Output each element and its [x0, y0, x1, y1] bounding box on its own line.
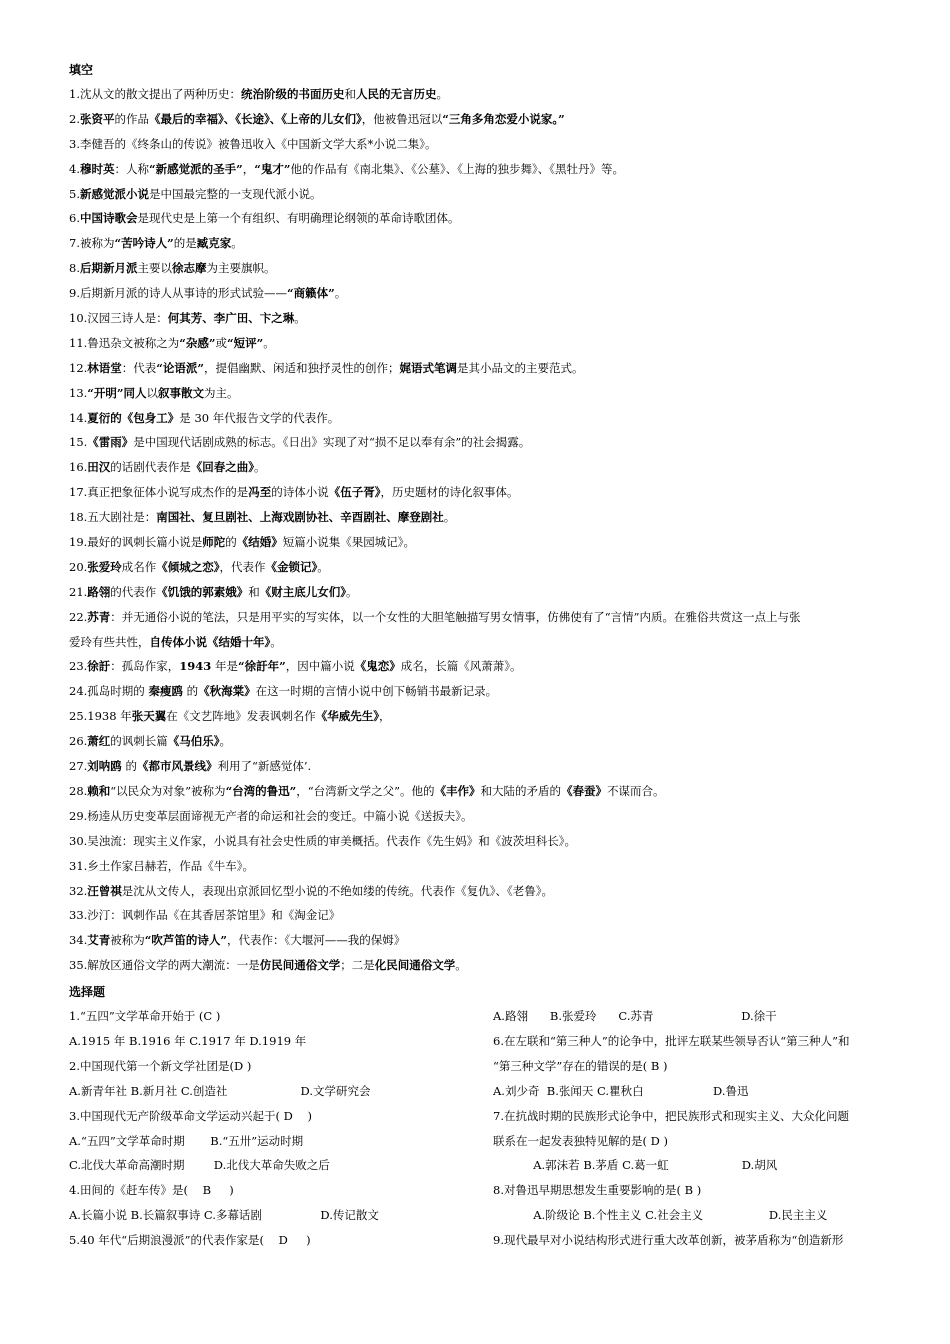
answer-text: 《都市风景线》 — [136, 759, 218, 774]
question-text: 23. — [69, 659, 88, 674]
fill-question-line — [69, 206, 899, 231]
question-text: 33.沙汀：讽刺作品《在其香居茶馆里》和《淘金记》 — [69, 908, 341, 923]
question-text: ，“台湾新文学之父”。他的 — [296, 783, 435, 798]
question-text: 的是 — [173, 236, 197, 251]
choice-question-line: 5.40 年代“后期浪漫派”的代表作家是( D ) — [69, 1233, 311, 1248]
fill-question-line — [69, 306, 899, 331]
fill-question-line — [69, 605, 899, 630]
answer-text: 自传体小说《结婚十年》 — [149, 634, 271, 649]
answer-text: 南国社、复旦剧社、上海戏剧协社、辛酉剧社、摩登剧社 — [156, 510, 444, 525]
question-text: 18.五大剧社是： — [69, 510, 157, 525]
document-page — [69, 58, 899, 1254]
question-text: 他的作品有《南北集》、《公墓》、《上海的独步舞》、《黑牡丹》等。 — [290, 161, 624, 176]
answer-text: 艾青 — [87, 933, 111, 948]
answer-text: 张爱玲 — [87, 559, 122, 574]
question-text: 12. — [69, 360, 88, 375]
answer-text: “开明”同人 — [87, 385, 147, 400]
question-text: 。 — [263, 335, 275, 350]
answer-text: 《财主底儿女们》 — [259, 584, 347, 599]
question-text: 22. — [69, 609, 88, 624]
choice-question-line: 8.对鲁迅早期思想发生重要影响的是( B ) — [493, 1183, 702, 1198]
answer-text: 穆时英 — [79, 161, 115, 176]
question-text: 9.后期新月派的诗人从事诗的形式试验—— — [69, 286, 287, 301]
answer-text: 《马伯乐》 — [167, 734, 220, 749]
fill-question-line — [69, 555, 899, 580]
question-text: 34. — [69, 933, 88, 948]
answer-text: 《最后的幸福》、《长途》、《上帝的儿女们》 — [148, 111, 362, 126]
answer-text: “苦吟诗人” — [114, 236, 174, 251]
choice-question-columns — [69, 1004, 899, 1254]
question-text: 7.被称为 — [69, 236, 115, 251]
choice-question-line: C.北伐大革命高潮时期 D.北伐大革命失败之后 — [69, 1158, 330, 1173]
fill-question-line — [69, 381, 899, 406]
question-text: 的话剧代表作是 — [110, 460, 191, 475]
question-text: 17.真正把象征体小说写成杰作的是 — [69, 485, 249, 500]
question-text: ， — [242, 161, 255, 176]
question-text: 和大陆的矛盾的 — [480, 783, 562, 798]
answer-text: 化民间通俗文学 — [374, 958, 456, 973]
answer-text: “三角多角恋爱小说家。” — [442, 111, 565, 126]
question-text: 。 — [294, 311, 306, 326]
question-text: 31.乡土作家吕赫若，作品《牛车》。 — [69, 858, 255, 873]
question-text: 28. — [69, 783, 88, 798]
answer-text: 赖和 — [87, 783, 111, 798]
question-text: 。 — [443, 510, 456, 525]
answer-text: “杂感” — [179, 335, 216, 350]
choice-question-line: A.“五四”文学革命时期 B.“五卅”运动时期 — [69, 1133, 304, 1148]
fill-question-line — [69, 654, 899, 679]
question-text: 的 — [225, 535, 237, 550]
fill-question-line — [69, 82, 899, 107]
answer-text: 《金锁记》 — [265, 559, 318, 574]
question-text: 25.1938 年 — [69, 709, 132, 724]
answer-text: “论语派” — [156, 360, 205, 375]
question-text: 成名作 — [121, 559, 157, 574]
question-text: 11.鲁迅杂文被称之为 — [69, 335, 180, 350]
question-text: 19.最好的讽刺长篇小说是 — [69, 535, 203, 550]
choice-question-line: A.刘少奇 B.张闻天 C.瞿秋白 D.鲁迅 — [493, 1083, 749, 1098]
fill-question-line — [69, 953, 899, 978]
question-text: 1.沈从文的散文提出了两种历史： — [69, 87, 241, 101]
question-text: ，因中篇小说 — [285, 659, 355, 674]
fill-question-line — [69, 157, 899, 182]
choice-question-line: 2.中国现代第一个新文学社团是(D ) — [69, 1058, 252, 1073]
question-text: 为主。 — [204, 385, 239, 400]
question-text: 35.解放区通俗文学的两大潮流：一是 — [69, 958, 260, 973]
fill-question-line — [69, 455, 899, 480]
answer-text: “短评” — [227, 335, 264, 350]
question-text: ：并无通俗小说的笔法，只是用平实的写实体，以一个女性的大胆笔触描写男女情事，仿佛使有了“言情”内质。在雅俗共赏这一点上与张 — [110, 609, 801, 624]
answer-text: “徐訏年” — [237, 659, 286, 674]
question-text: 被称为 — [110, 933, 145, 948]
choice-question-line: A.新青年社 B.新月社 C.创造社 D.文学研究会 — [69, 1083, 371, 1098]
answer-text: 师陀 — [202, 535, 226, 550]
answer-text: 《雷雨》 — [87, 435, 134, 450]
question-text: ，代表作 — [219, 559, 266, 574]
question-text: ，他被鲁迅冠以 — [361, 111, 443, 126]
answer-text: 《丰作》 — [434, 783, 481, 798]
question-text: 27. — [69, 759, 88, 774]
question-text: 的诗体小说 — [271, 485, 329, 500]
question-text: ， — [378, 709, 391, 724]
answer-text: 张天翼 — [131, 709, 167, 724]
answer-text: 苏青 — [87, 609, 111, 624]
fill-question-line — [69, 132, 899, 157]
choice-question-line: 6.在左联和“第三种人”的论争中，批评左联某些领导否认“第三种人”和 — [493, 1033, 850, 1048]
answer-text: “吹芦笛的诗人” — [144, 933, 228, 948]
answer-text: 秦瘦鸥 — [148, 684, 183, 699]
fill-question-line — [69, 580, 899, 605]
question-text: 主要以 — [137, 261, 172, 276]
question-text: ，提倡幽默、闲适和独抒灵性的创作； — [204, 360, 400, 375]
question-text: 的 — [121, 759, 137, 774]
fill-question-line — [69, 430, 899, 455]
answer-text: 《倾城之恋》 — [156, 559, 220, 574]
answer-text: 《华威先生》 — [315, 709, 379, 724]
question-text: 。 — [346, 584, 358, 599]
question-text: 16. — [69, 460, 88, 475]
question-text: 。 — [219, 734, 232, 749]
question-text: 。 — [270, 634, 282, 649]
answer-text: 刘呐鸥 — [87, 759, 122, 774]
answer-text: 中国诗歌会 — [79, 211, 138, 226]
answer-text: 田汉 — [87, 460, 111, 475]
fill-question-line — [69, 281, 899, 306]
question-text: 和 — [248, 584, 260, 599]
answer-text: 统治阶级的书面历史 — [240, 87, 345, 101]
answer-text: 《秋海棠》 — [198, 684, 256, 699]
fill-question-line — [69, 704, 899, 729]
question-text: 。 — [334, 286, 347, 301]
question-text: 是沈从文传人，表现出京派回忆型小说的不绝如缕的传统。代表作《复仇》、《老鲁》。 — [121, 883, 554, 898]
question-text: 的讽刺长篇 — [110, 734, 168, 749]
choice-question-line: 4.田间的《赶车传》是( B ) — [69, 1183, 234, 1198]
fill-question-line — [69, 679, 899, 704]
question-text: 。 — [455, 958, 467, 973]
answer-text: “鬼才” — [254, 161, 291, 176]
question-text: 年是 — [211, 659, 238, 674]
choice-right-column — [493, 1004, 903, 1253]
question-text: 26. — [69, 734, 88, 749]
choice-question-line: A.路翎 B.张爱玲 C.苏青 D.徐干 — [493, 1009, 777, 1024]
fill-question-line — [69, 256, 899, 281]
fill-question-line — [69, 107, 899, 132]
answer-text: 汪曾祺 — [87, 883, 122, 898]
answer-text: 《春蚕》 — [561, 783, 608, 798]
question-text: 不谋而合。 — [607, 783, 665, 798]
fill-question-line — [69, 406, 899, 431]
question-text: 或 — [215, 335, 228, 350]
answer-text: 林语堂 — [87, 360, 122, 375]
question-text: 是现代史是上第一个有组织、有明确理论纲领的革命诗歌团体。 — [137, 211, 460, 226]
answer-text: 1943 — [179, 659, 212, 674]
question-text: 21. — [69, 584, 88, 599]
question-text: 为主要旗帜。 — [206, 261, 276, 276]
fill-question-line — [69, 530, 899, 555]
question-text: 是其小品文的主要范式。 — [457, 360, 584, 375]
question-text: 是中国最完整的一支现代派小说。 — [148, 186, 322, 201]
fill-question-line — [69, 754, 899, 779]
answer-text: 《鬼恋》 — [354, 659, 401, 674]
question-text: ：代表 — [121, 360, 157, 375]
question-text: 利用了“新感觉体’. — [217, 759, 312, 774]
question-text: 32. — [69, 883, 88, 898]
question-text: 以 — [146, 385, 159, 400]
choice-question-line: 1.“五四”文学革命开始于 (C ) — [69, 1009, 221, 1024]
answer-text: 萧红 — [87, 734, 111, 749]
question-text: 5. — [69, 186, 80, 201]
fill-question-line — [69, 480, 899, 505]
question-text: 。 — [231, 236, 243, 251]
question-text: 15. — [69, 435, 88, 450]
question-text: 20. — [69, 559, 88, 574]
choice-question-line: 联系在一起发表独特见解的是( D ) — [493, 1133, 669, 1148]
question-text: 爱玲有些共性， — [69, 634, 150, 649]
question-text: 2. — [69, 111, 80, 126]
answer-text: 新感觉派小说 — [79, 186, 149, 201]
answer-text: 何其芳、李广田、卞之琳 — [167, 311, 295, 326]
question-text: 成名，长篇《风萧萧》。 — [400, 659, 522, 674]
question-text: 13. — [69, 385, 88, 400]
question-text: 29.杨逵从历史变革层面谛视无产者的命运和社会的变迁。中篇小说《送扳夫》。 — [69, 808, 473, 823]
choice-question-line: A.1915 年 B.1916 年 C.1917 年 D.1919 年 — [69, 1033, 307, 1048]
answer-text: 后期新月派 — [79, 261, 138, 276]
question-text: 3.李健吾的《终条山的传说》被鲁迅收入《中国新文学大系*小说二集》。 — [69, 136, 437, 151]
question-text: 。 — [254, 460, 266, 475]
answer-text: 叙事散文 — [158, 385, 205, 400]
answer-text: 仿民间通俗文学 — [259, 958, 341, 973]
answer-text: “台湾的鲁迅” — [225, 783, 297, 798]
choice-question-line: A.郭沫若 B.茅盾 C.葛一虹 D.胡风 — [493, 1158, 778, 1173]
question-text: 30.吴浊流：现实主义作家，小说具有社会史性质的审美概括。代表作《先生妈》和《波茨坦科长》。 — [69, 833, 577, 848]
answer-text: 《饥饿的郭素娥》 — [156, 584, 249, 599]
answer-text: 娓语式笔调 — [399, 360, 458, 375]
fill-question-line — [69, 879, 899, 904]
fill-question-line — [69, 331, 899, 356]
answer-text: 张资平 — [79, 111, 115, 126]
choice-question-line: A.阶级论 B.个性主义 C.社会主义 D.民主主义 — [493, 1208, 828, 1223]
fill-question-line — [69, 729, 899, 754]
fill-question-line — [69, 928, 899, 953]
choice-question-line: 7.在抗战时期的民族形式论争中，把民族形式和现实主义、大众化问题 — [493, 1108, 849, 1123]
answer-text: 冯至 — [248, 485, 272, 500]
choice-question-line: 9.现代最早对小说结构形式进行重大改革创新，被茅盾称为“创造新形 — [493, 1233, 844, 1248]
choice-question-line: A.长篇小说 B.长篇叙事诗 C.多幕话剧 D.传记散文 — [69, 1208, 379, 1223]
choice-left-column — [69, 1004, 489, 1253]
fill-question-line — [69, 356, 899, 381]
fill-section-title: 填空 — [69, 63, 94, 77]
answer-text: 人民的无言历史 — [355, 87, 437, 101]
question-text: 的 — [182, 684, 199, 699]
question-text: 的作品 — [114, 111, 149, 126]
answer-text: 《结婚》 — [236, 535, 283, 550]
answer-text: 臧克家 — [196, 236, 232, 251]
answer-text: “商籁体” — [286, 286, 335, 301]
question-text: 在《文艺阵地》发表讽刺名作 — [166, 709, 316, 724]
question-text: ：人称 — [114, 161, 149, 176]
question-text: 8. — [69, 261, 80, 276]
fill-question-line — [69, 505, 899, 530]
fill-question-line — [69, 903, 899, 928]
question-text: 14. — [69, 410, 88, 425]
question-text: 在这一时期的言情小说中创下畅销书最新记录。 — [255, 684, 498, 699]
question-text: 。 — [436, 87, 448, 101]
question-text: 是中国现代话剧成熟的标志。《日出》实现了对“损不足以奉有余”的社会揭露。 — [133, 435, 531, 450]
fill-question-line — [69, 829, 899, 854]
question-text: 短篇小说集《果园城记》。 — [282, 535, 416, 550]
answer-text: 《回春之曲》 — [190, 460, 255, 475]
question-text: “以民众为对象”被称为 — [110, 783, 226, 798]
fill-question-line — [69, 779, 899, 804]
answer-text: 路翎 — [87, 584, 111, 599]
question-text: 的代表作 — [110, 584, 157, 599]
choice-section-title: 选择题 — [69, 985, 106, 1000]
choice-question-line: “第三种文学”存在的错误的是( B ) — [493, 1058, 668, 1073]
answer-text: “新感觉派的圣手” — [148, 161, 243, 176]
fill-question-line — [69, 854, 899, 879]
fill-question-line — [69, 630, 899, 655]
answer-text: 徐志摩 — [171, 261, 207, 276]
question-text: ，代表作：《大堰河——我的保姆》 — [227, 933, 406, 948]
question-text: ，历史题材的诗化叙事体。 — [380, 485, 519, 500]
question-text: ：孤岛作家， — [110, 659, 180, 674]
question-text: 10.汉园三诗人是： — [69, 311, 168, 326]
question-text: 和 — [344, 87, 356, 101]
fill-question-line — [69, 182, 899, 207]
question-text: 是 30 年代报告文学的代表作。 — [179, 410, 340, 425]
fill-question-line — [69, 804, 899, 829]
question-text: 6. — [69, 211, 80, 226]
question-text: 24.孤岛时期的 — [69, 684, 149, 699]
answer-text: 徐訏 — [87, 659, 111, 674]
question-text: 4. — [69, 161, 80, 176]
choice-question-line: 3.中国现代无产阶级革命文学运动兴起于( D ) — [69, 1108, 312, 1123]
answer-text: 夏衍的《包身工》 — [87, 410, 180, 425]
fill-question-line — [69, 231, 899, 256]
question-text: ；二是 — [340, 958, 375, 973]
fill-question-list — [69, 82, 899, 978]
question-text: 。 — [317, 559, 329, 574]
answer-text: 《伍子胥》 — [328, 485, 381, 500]
